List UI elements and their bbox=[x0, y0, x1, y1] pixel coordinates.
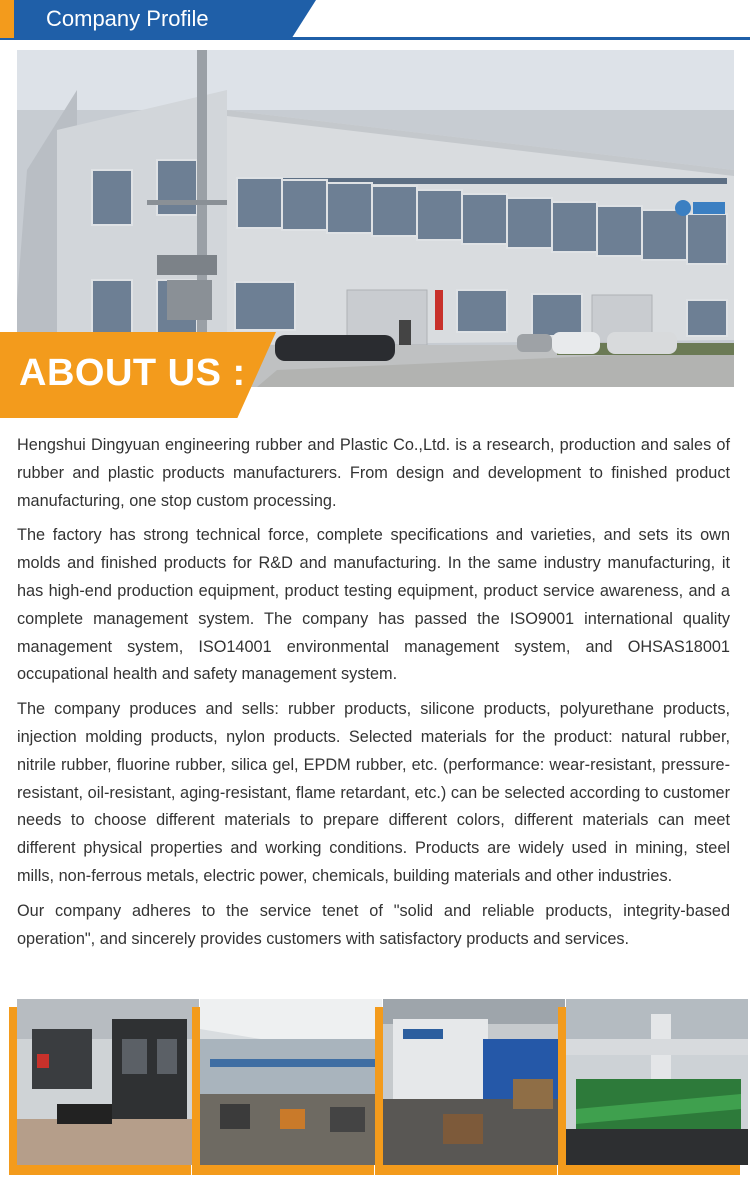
section-title: Company Profile bbox=[46, 6, 209, 31]
workshop-interior-photo bbox=[200, 999, 382, 1165]
photo-cutting-machine-frame bbox=[566, 999, 748, 1175]
cnc-machine-photo bbox=[17, 999, 199, 1165]
paragraph-factory: The factory has strong technical force, complete specifications and varieties, and sets its own molds and finished products for R&D and manufacturing. In the same industry manufacturing, it has high-end production equipment, product testing equipment, product service awareness, and a complete management system. The company has passed the ISO9001 international quality management system, ISO14001 environmental management system, and OHSAS18001 occupational health and safety management system. bbox=[17, 526, 730, 684]
about-us-heading: ABOUT US : bbox=[19, 352, 246, 394]
injection-machine-photo bbox=[383, 999, 565, 1165]
header-accent-bar bbox=[0, 0, 14, 38]
photo-injection-machine-frame bbox=[383, 999, 565, 1175]
paragraph-products: The company produces and sells: rubber products, silicone products, polyurethane products, injection molding products, nylon products. Selected materials for the product: natural rubber, nitrile rubber, fluorine rubber, silica gel, EPDM rubber, etc. (performance: wear-resistant, pressure-resistant, oil-resistant, aging-resistant, flame retardant, etc.) can be selected according to customer needs to choose different materials to prepare different colors, different materials can meet different physical properties and working conditions. Products are widely used in mining, steel mills, non-ferrous metals, electric power, chemicals, building materials and other industries. bbox=[17, 700, 730, 885]
paragraph-intro: Hengshui Dingyuan engineering rubber and Plastic Co.,Ltd. is a research, production and sales of rubber and plastic products manufacturers. From design and development to finished product manufacturing, one stop custom processing. bbox=[17, 436, 730, 510]
photo-cnc-machine-frame bbox=[17, 999, 199, 1175]
company-description bbox=[17, 432, 730, 960]
paragraph-service: Our company adheres to the service tenet of "solid and reliable products, integrity-based operation", and sincerely provides customers with satisfactory products and services. bbox=[17, 901, 730, 948]
cutting-machine-photo bbox=[566, 999, 748, 1165]
photo-workshop-frame bbox=[200, 999, 382, 1175]
